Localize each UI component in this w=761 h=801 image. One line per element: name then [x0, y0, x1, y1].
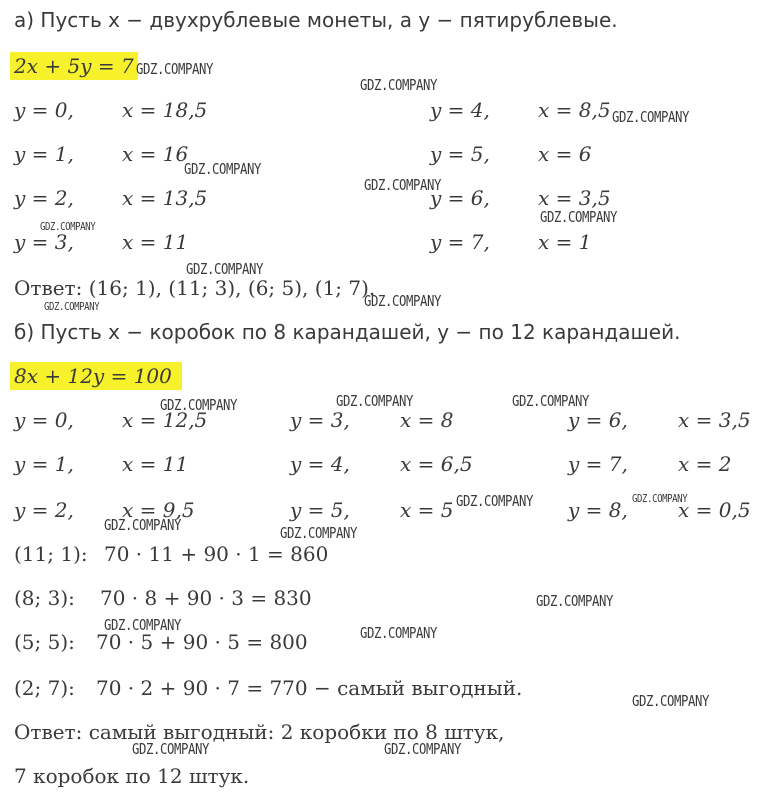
cost-pair: (5; 5): [14, 630, 75, 654]
row-b-y: y = 1, [14, 452, 74, 476]
cost-expr: 70 · 5 + 90 · 5 = 800 [96, 630, 308, 654]
row-a-y: y = 5, [430, 142, 490, 166]
row-b-y: y = 0, [14, 408, 74, 432]
row-b-y: y = 6, [568, 408, 628, 432]
row-b-x: x = 3,5 [678, 408, 751, 432]
row-b-y: y = 2, [14, 498, 74, 522]
row-a-y: y = 3, [14, 230, 74, 254]
row-a-y: y = 7, [430, 230, 490, 254]
part-b-intro: б) Пусть x − коробок по 8 карандашей, y − по 12 карандашей. [14, 320, 681, 344]
watermark: GDZ.COMPANY [104, 616, 181, 634]
row-b-y: y = 8, [568, 498, 628, 522]
watermark: GDZ.COMPANY [280, 524, 357, 542]
watermark: GDZ.COMPANY [456, 492, 533, 510]
row-a-y: y = 6, [430, 186, 490, 210]
row-a-x: x = 16 [122, 142, 189, 166]
row-b-x: x = 11 [122, 452, 189, 476]
row-b-x: x = 2 [678, 452, 732, 476]
row-b-x: x = 12,5 [122, 408, 208, 432]
watermark: GDZ.COMPANY [536, 592, 613, 610]
row-b-x: x = 6,5 [400, 452, 473, 476]
cost-pair: (11; 1): [14, 542, 88, 566]
part-a-intro: а) Пусть x − двухрублевые монеты, а y − пятирублевые. [14, 8, 618, 32]
row-a-x: x = 6 [538, 142, 592, 166]
row-a-x: x = 3,5 [538, 186, 611, 210]
row-b-x: x = 9,5 [122, 498, 195, 522]
row-b-y: y = 4, [290, 452, 350, 476]
cost-expr: 70 · 11 + 90 · 1 = 860 [104, 542, 329, 566]
row-a-x: x = 18,5 [122, 98, 208, 122]
answer-b-line2: 7 коробок по 12 штук. [14, 764, 250, 788]
row-a-x: x = 13,5 [122, 186, 208, 210]
watermark: GDZ.COMPANY [184, 160, 261, 178]
watermark: GDZ.COMPANY [132, 740, 209, 758]
watermark: GDZ.COMPANY [40, 220, 96, 233]
row-b-y: y = 3, [290, 408, 350, 432]
row-b-x: x = 8 [400, 408, 454, 432]
row-a-y: y = 4, [430, 98, 490, 122]
watermark: GDZ.COMPANY [360, 76, 437, 94]
watermark: GDZ.COMPANY [512, 392, 589, 410]
watermark: GDZ.COMPANY [364, 176, 441, 194]
row-b-x: x = 5 [400, 498, 454, 522]
row-a-y: y = 2, [14, 186, 74, 210]
answer-a: Ответ: (16; 1), (11; 3), (6; 5), (1; 7). [14, 276, 376, 300]
watermark: GDZ.COMPANY [612, 108, 689, 126]
equation-b: 8x + 12y = 100 [14, 364, 172, 388]
row-a-y: y = 0, [14, 98, 74, 122]
row-b-y: y = 7, [568, 452, 628, 476]
watermark: GDZ.COMPANY [336, 392, 413, 410]
row-a-y: y = 1, [14, 142, 74, 166]
cost-pair: (2; 7): [14, 676, 75, 700]
row-a-x: x = 1 [538, 230, 592, 254]
watermark: GDZ.COMPANY [104, 516, 181, 534]
watermark: GDZ.COMPANY [160, 396, 237, 414]
watermark: GDZ.COMPANY [384, 740, 461, 758]
watermark: GDZ.COMPANY [360, 624, 437, 642]
watermark: GDZ.COMPANY [632, 492, 688, 505]
cost-expr: 70 · 2 + 90 · 7 = 770 − самый выгодный. [96, 676, 523, 700]
watermark: GDZ.COMPANY [136, 60, 213, 78]
answer-b-line1: Ответ: самый выгодный: 2 коробки по 8 штук, [14, 720, 505, 744]
watermark: GDZ.COMPANY [632, 692, 709, 710]
equation-a: 2x + 5y = 7 [14, 54, 134, 78]
watermark: GDZ.COMPANY [540, 208, 617, 226]
row-a-x: x = 11 [122, 230, 189, 254]
row-a-x: x = 8,5 [538, 98, 611, 122]
watermark: GDZ.COMPANY [186, 260, 263, 278]
row-b-y: y = 5, [290, 498, 350, 522]
cost-expr: 70 · 8 + 90 · 3 = 830 [100, 586, 312, 610]
watermark: GDZ.COMPANY [364, 292, 441, 310]
row-b-x: x = 0,5 [678, 498, 751, 522]
watermark: GDZ.COMPANY [44, 300, 100, 313]
cost-pair: (8; 3): [14, 586, 75, 610]
